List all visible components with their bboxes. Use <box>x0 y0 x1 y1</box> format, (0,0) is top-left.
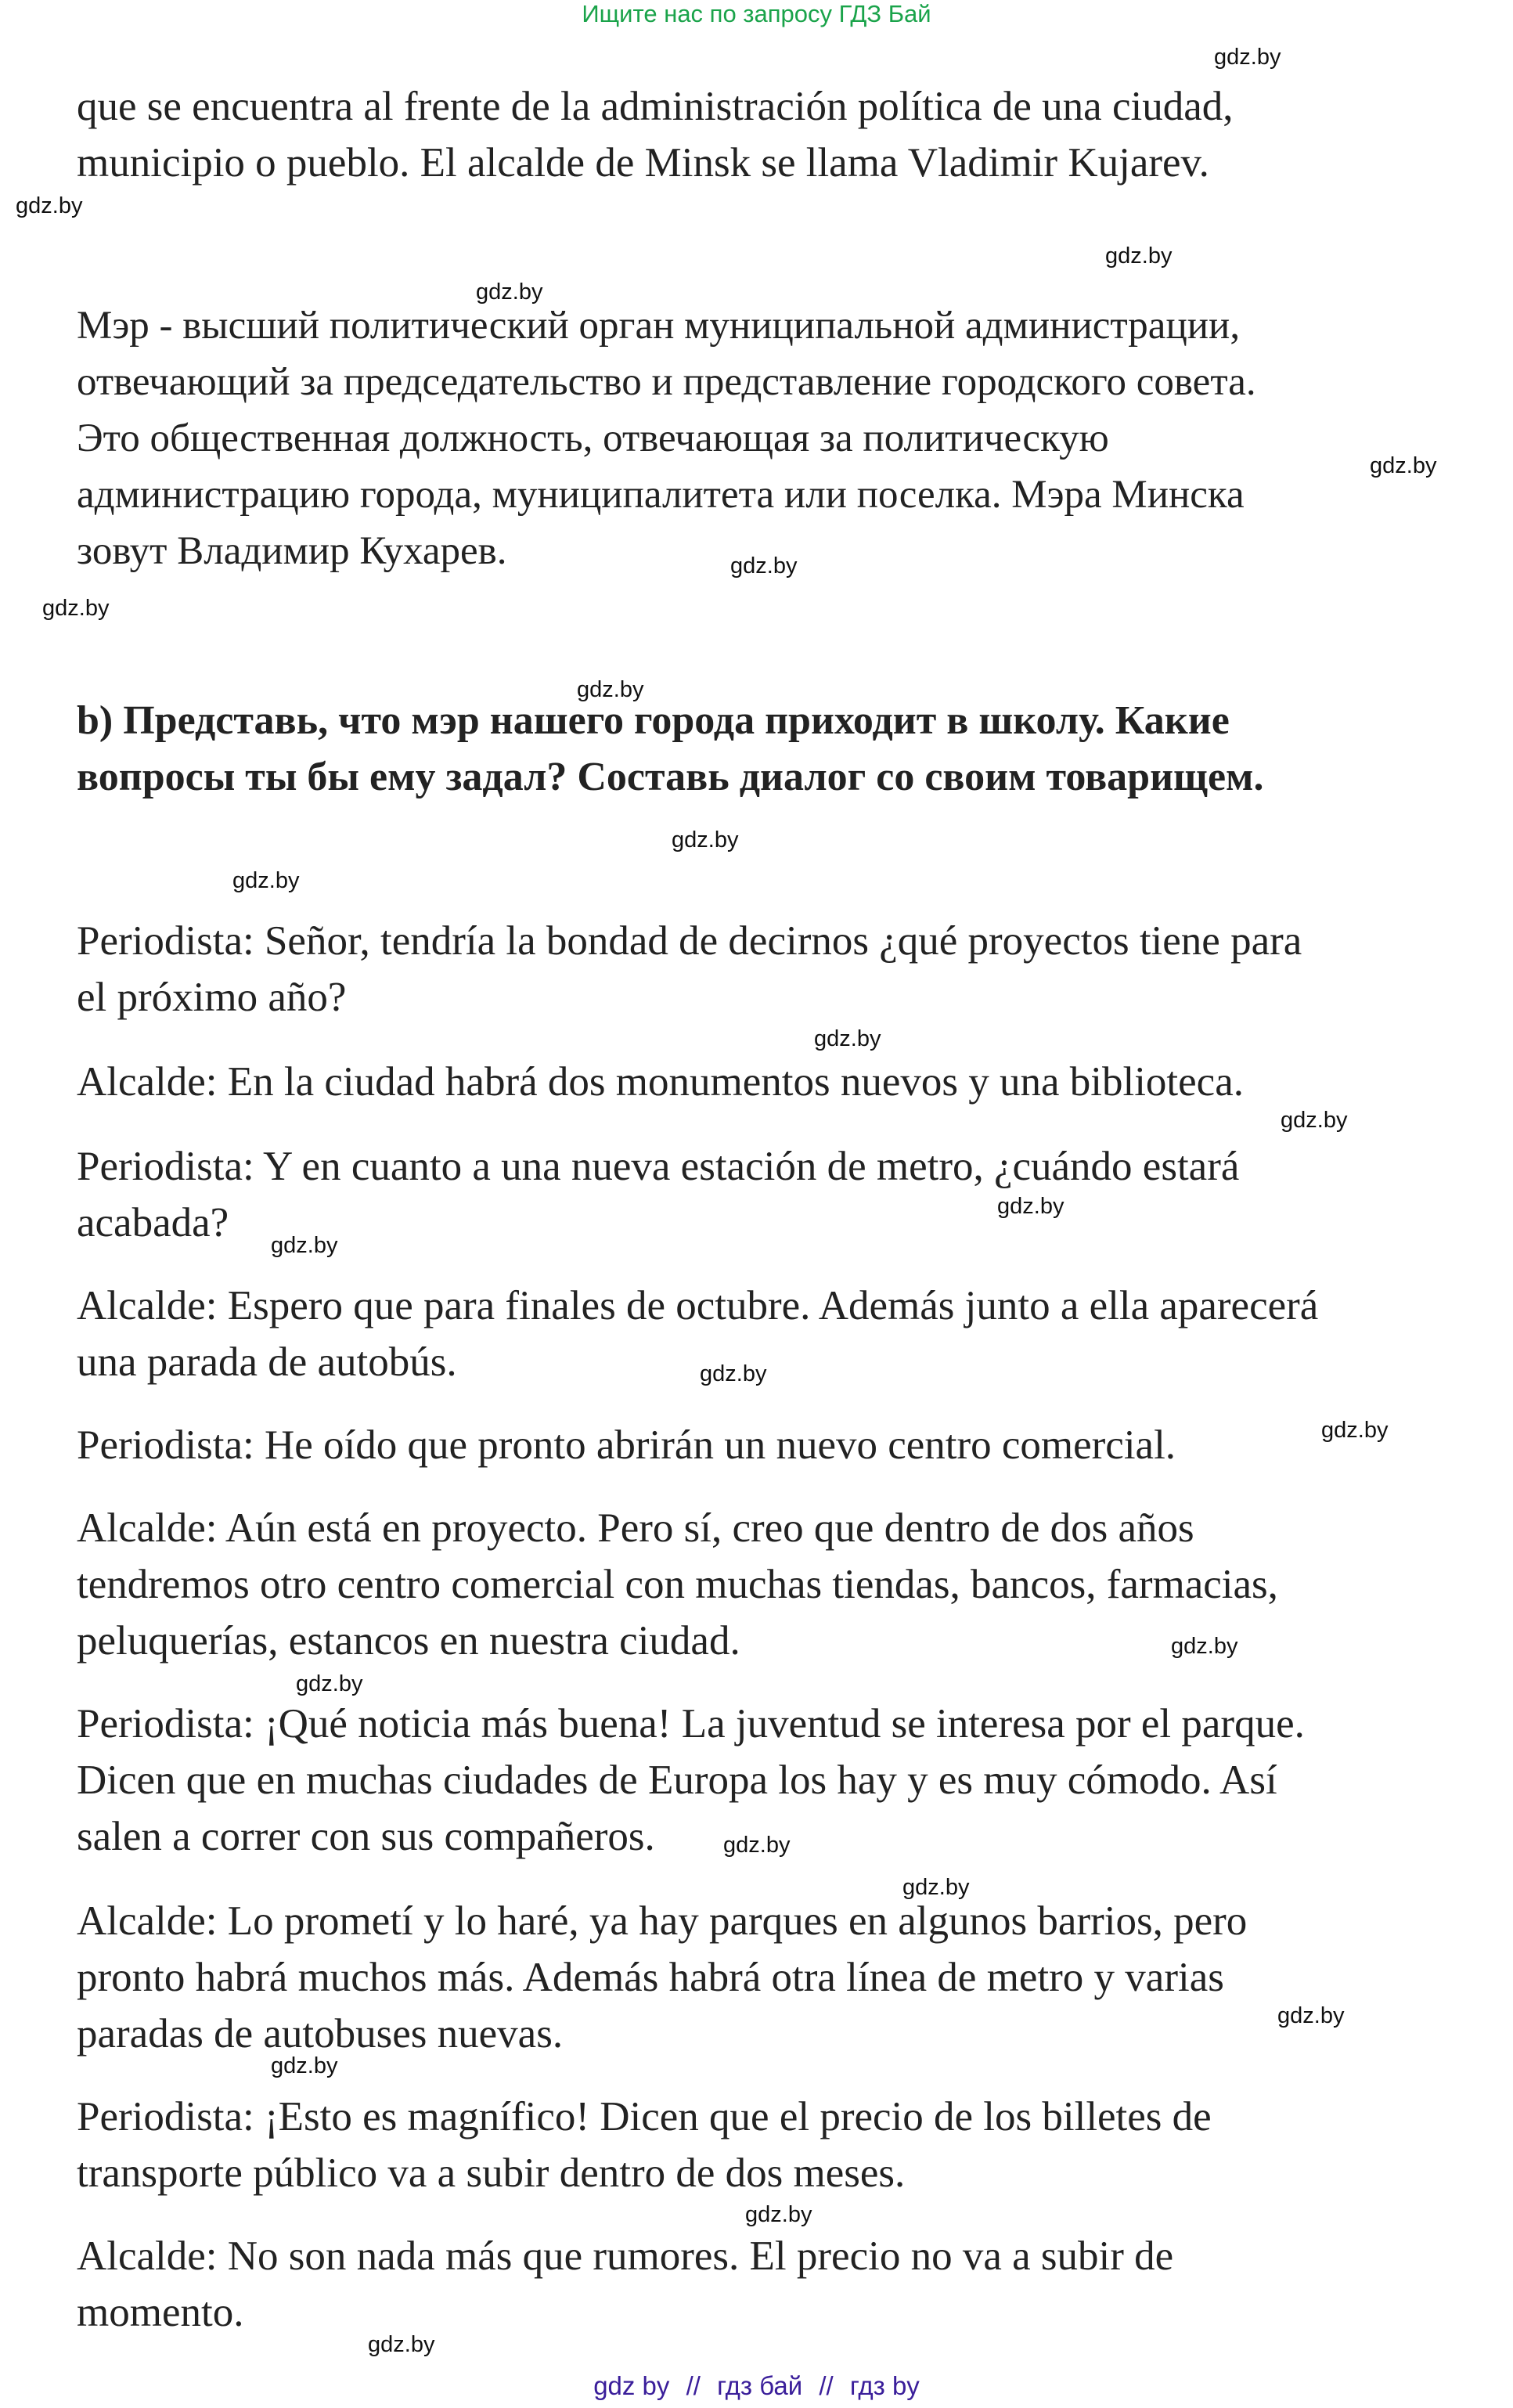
text-line: Periodista: Y en cuanto a una nueva estación de metro, ¿cuándo estará <box>77 1144 1240 1189</box>
watermark: gdz.by <box>1171 1634 1238 1659</box>
watermark: gdz.by <box>723 1833 791 1858</box>
dialogue-periodista <box>77 1417 1478 1473</box>
text-line: зовут Владимир Кухарев. <box>77 529 507 573</box>
text-line: acabada? <box>77 1200 229 1245</box>
footer-links <box>0 2370 1513 2402</box>
text-line: Alcalde: No son nada más que rumores. El precio no va a subir de <box>77 2233 1174 2279</box>
dialogue-alcalde <box>77 2228 1478 2341</box>
text-line: администрацию города, муниципалитета или поселка. Мэра Минска <box>77 473 1245 517</box>
footer-link[interactable]: гдз by <box>849 2371 920 2400</box>
definition-russian <box>77 297 1478 579</box>
watermark: gdz.by <box>271 1233 338 1258</box>
watermark: gdz.by <box>42 596 110 621</box>
text-line: Alcalde: En la ciudad habrá dos monumentos nuevos y una biblioteca. <box>77 1059 1244 1105</box>
watermark: gdz.by <box>700 1361 767 1386</box>
watermark: gdz.by <box>577 677 644 702</box>
text-line: Это общественная должность, отвечающая за политическую <box>77 416 1109 460</box>
text-line: b) Представь, что мэр нашего города приходит в школу. Какие <box>77 698 1230 743</box>
text-line: paradas de autobuses nuevas. <box>77 2011 564 2057</box>
watermark: gdz.by <box>1214 45 1281 70</box>
search-banner[interactable]: Ищите нас по запросу ГДЗ Бай <box>582 0 931 27</box>
dialogue-periodista <box>77 913 1478 1026</box>
text-line: transporte público va a subir dentro de dos meses. <box>77 2150 906 2196</box>
watermark: gdz.by <box>232 868 300 893</box>
text-line: Periodista: ¡Qué noticia más buena! La juventud se interesa por el parque. <box>77 1701 1305 1747</box>
dialogue-alcalde <box>77 1893 1478 2062</box>
text-line: que se encuentra al frente de la administración política de una ciudad, <box>77 84 1234 129</box>
dialogue-alcalde <box>77 1278 1478 1390</box>
watermark: gdz.by <box>1370 453 1437 478</box>
text-line: отвечающий за председательство и представление городского совета. <box>77 360 1256 404</box>
text-line: Periodista: ¡Esto es magnífico! Dicen que el precio de los billetes de <box>77 2094 1212 2139</box>
text-line: Dicen que en muchas ciudades de Europa los hay y es muy cómodo. Así <box>77 1757 1277 1803</box>
text-line: tendremos otro centro comercial con muchas tiendas, bancos, farmacias, <box>77 1562 1278 1607</box>
text-line: вопросы ты бы ему задал? Составь диалог со своим товарищем. <box>77 755 1264 799</box>
text-line: Alcalde: Espero que para finales de octubre. Además junto a ella aparecerá <box>77 1283 1319 1328</box>
dialogue-alcalde <box>77 1054 1478 1110</box>
text-line: Мэр - высший политический орган муниципальной администрации, <box>77 304 1241 348</box>
watermark: gdz.by <box>1321 1418 1389 1443</box>
watermark: gdz.by <box>296 1671 363 1696</box>
footer-link[interactable]: gdz by <box>593 2371 670 2400</box>
text-line: municipio o pueblo. El alcalde de Minsk se llama Vladimir Kujarev. <box>77 140 1209 186</box>
text-line: Periodista: He oído que pronto abrirán un nuevo centro comercial. <box>77 1422 1176 1468</box>
dialogue-periodista <box>77 2089 1478 2201</box>
text-line: salen a correr con sus compañeros. <box>77 1814 655 1859</box>
text-line: Periodista: Señor, tendría la bondad de decirnos ¿qué proyectos tiene para <box>77 918 1302 964</box>
text-line: momento. <box>77 2290 244 2335</box>
watermark: gdz.by <box>745 2202 812 2227</box>
watermark: gdz.by <box>814 1026 881 1051</box>
footer-link[interactable]: гдз бай <box>717 2371 803 2400</box>
text-line: Alcalde: Aún está en proyecto. Pero sí, creo que dentro de dos años <box>77 1505 1194 1551</box>
watermark: gdz.by <box>368 2332 435 2357</box>
definition-spanish <box>77 78 1478 191</box>
text-line: el próximo año? <box>77 975 347 1020</box>
watermark: gdz.by <box>902 1875 970 1900</box>
watermark: gdz.by <box>16 193 83 218</box>
footer-separator: // <box>686 2371 701 2400</box>
watermark: gdz.by <box>1105 243 1173 269</box>
watermark: gdz.by <box>672 827 739 853</box>
watermark: gdz.by <box>997 1194 1065 1219</box>
watermark: gdz.by <box>1281 1108 1348 1133</box>
text-line: Alcalde: Lo prometí y lo haré, ya hay parques en algunos barrios, pero <box>77 1898 1248 1944</box>
watermark: gdz.by <box>1277 2003 1345 2028</box>
text-line: peluquerías, estancos en nuestra ciudad. <box>77 1618 740 1664</box>
dialogue-alcalde <box>77 1500 1478 1669</box>
watermark: gdz.by <box>476 279 543 305</box>
text-line: una parada de autobús. <box>77 1339 457 1385</box>
watermark: gdz.by <box>271 2053 338 2078</box>
footer-separator: // <box>819 2371 834 2400</box>
text-line: pronto habrá muchos más. Además habrá otra línea de metro y varias <box>77 1955 1224 2000</box>
watermark: gdz.by <box>730 553 798 579</box>
task-heading <box>77 693 1478 806</box>
